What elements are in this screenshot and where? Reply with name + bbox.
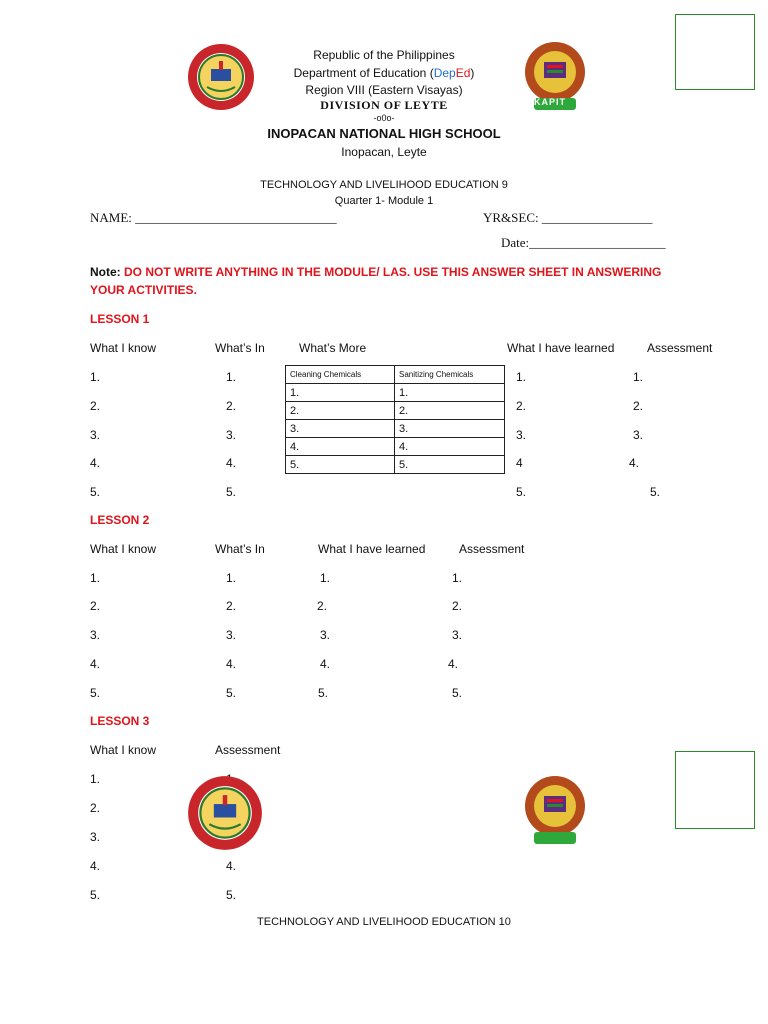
l1-c2-1: 1.	[226, 370, 237, 384]
lesson3-header-assessment: Assessment	[215, 743, 281, 757]
note-line1	[90, 265, 661, 279]
l1-c5-5: 5.	[650, 485, 661, 499]
l1-c5-4: 4.	[629, 456, 640, 470]
chem-cell: 1.	[395, 384, 505, 402]
lesson1-header-what-i-have-learned: What I have learned	[507, 341, 615, 355]
chem-cell: 4.	[395, 438, 505, 456]
deped-dep: Dep	[433, 66, 456, 80]
chem-header-cleaning: Cleaning Chemicals	[286, 366, 395, 384]
l3-c2-5: 5.	[226, 888, 237, 902]
l2-c1-4: 4.	[90, 657, 101, 671]
lesson1-header-what-i-know: What I know	[90, 341, 157, 355]
l3-c2-4: 4.	[226, 859, 237, 873]
separator-line: -o0o-	[373, 113, 395, 123]
l1-c1-4: 4.	[90, 456, 101, 470]
region-line: Region VIII (Eastern Visayas)	[305, 83, 463, 97]
chem-cell: 3.	[286, 420, 395, 438]
l1-c2-3: 3.	[226, 428, 237, 442]
division-line: DIVISION OF LEYTE	[320, 98, 448, 112]
deped-suffix: )	[470, 66, 475, 80]
footer-subject: TECHNOLOGY AND LIVELIHOOD EDUCATION 10	[257, 916, 511, 928]
l1-c4-2: 2.	[516, 399, 527, 413]
l2-c1-5: 5.	[90, 686, 101, 700]
l1-c1-1: 1.	[90, 370, 101, 384]
school-seal-icon	[187, 775, 263, 851]
l3-c1-2: 2.	[90, 801, 101, 815]
note-text-2: YOUR ACTIVITIES.	[90, 283, 197, 297]
l2-c2-5: 5.	[226, 686, 237, 700]
l1-c2-4: 4.	[226, 456, 237, 470]
l1-c5-1: 1.	[633, 370, 644, 384]
lesson2-header-what-i-have-learned: What I have learned	[318, 542, 426, 556]
l1-c2-5: 5.	[226, 485, 237, 499]
date-field[interactable]: Date:_____________________	[501, 235, 666, 250]
l2-c2-2: 2.	[226, 599, 237, 613]
kapit-banner-text: KAPIT	[534, 97, 566, 107]
l1-c5-2: 2.	[633, 399, 644, 413]
lesson2-title: LESSON 2	[90, 513, 150, 527]
lesson3-header-what-i-know: What I know	[90, 743, 157, 757]
l1-c4-4: 4	[516, 456, 523, 470]
chem-cell: 2.	[395, 402, 505, 420]
l2-c4-2: 2.	[452, 599, 463, 613]
l3-c1-5: 5.	[90, 888, 101, 902]
l2-c4-4: 4.	[448, 657, 459, 671]
quarter-line: Quarter 1- Module 1	[334, 195, 434, 207]
l1-c1-2: 2.	[90, 399, 101, 413]
l1-c5-3: 3.	[633, 428, 644, 442]
l3-c1-1: 1.	[90, 772, 101, 786]
chem-header-sanitizing: Sanitizing Chemicals	[395, 366, 505, 384]
deped-prefix: Department of Education (	[293, 66, 434, 80]
chem-cell: 3.	[395, 420, 505, 438]
school-name: INOPACAN NATIONAL HIGH SCHOOL	[267, 126, 501, 141]
l2-c1-2: 2.	[90, 599, 101, 613]
l2-c4-1: 1.	[452, 571, 463, 585]
deped-line	[0, 66, 768, 80]
lesson2-header-assessment: Assessment	[459, 542, 525, 556]
school-location: Inopacan, Leyte	[341, 145, 427, 159]
l2-c3-5: 5.	[318, 686, 329, 700]
l1-c1-3: 3.	[90, 428, 101, 442]
chem-cell: 2.	[286, 402, 395, 420]
lesson2-header-what-i-know: What I know	[90, 542, 157, 556]
lesson1-header-assessment: Assessment	[647, 341, 713, 355]
chem-cell: 4.	[286, 438, 395, 456]
lesson3-title: LESSON 3	[90, 714, 150, 728]
chemicals-table	[285, 365, 505, 474]
l1-c1-5: 5.	[90, 485, 101, 499]
l2-c4-5: 5.	[452, 686, 463, 700]
kapit-logo-icon	[520, 774, 590, 846]
lesson1-header-whats-in: What’s In	[215, 341, 265, 355]
l1-c4-5: 5.	[516, 485, 527, 499]
l2-c1-1: 1.	[90, 571, 101, 585]
l2-c2-4: 4.	[226, 657, 237, 671]
chem-cell: 5.	[286, 456, 395, 474]
l1-c4-3: 3.	[516, 428, 527, 442]
lesson1-header-whats-more: What’s More	[299, 341, 367, 355]
l3-c1-4: 4.	[90, 859, 101, 873]
republic-line: Republic of the Philippines	[313, 48, 455, 62]
l1-c4-1: 1.	[516, 370, 527, 384]
lesson1-title: LESSON 1	[90, 312, 150, 326]
l2-c3-2: 2.	[317, 599, 328, 613]
l2-c2-3: 3.	[226, 628, 237, 642]
lesson2-header-whats-in: What’s In	[215, 542, 265, 556]
l2-c4-3: 3.	[452, 628, 463, 642]
l2-c3-4: 4.	[320, 657, 331, 671]
l1-c2-2: 2.	[226, 399, 237, 413]
deped-ed: Ed	[455, 66, 471, 80]
photo-box-bottom	[675, 751, 755, 829]
l3-c1-3: 3.	[90, 830, 101, 844]
chem-cell: 5.	[395, 456, 505, 474]
note-label: Note:	[90, 265, 121, 279]
chem-cell: 1.	[286, 384, 395, 402]
subject-title: TECHNOLOGY AND LIVELIHOOD EDUCATION 9	[260, 179, 508, 191]
l2-c3-1: 1.	[320, 571, 331, 585]
l2-c2-1: 1.	[226, 571, 237, 585]
name-field[interactable]: NAME: _______________________________	[90, 210, 337, 225]
l2-c1-3: 3.	[90, 628, 101, 642]
yrsec-field[interactable]: YR&SEC: _________________	[483, 210, 653, 225]
l2-c3-3: 3.	[320, 628, 331, 642]
note-text-1: DO NOT WRITE ANYTHING IN THE MODULE/ LAS. USE THIS ANSWER SHEET IN ANSWERING	[124, 265, 662, 279]
